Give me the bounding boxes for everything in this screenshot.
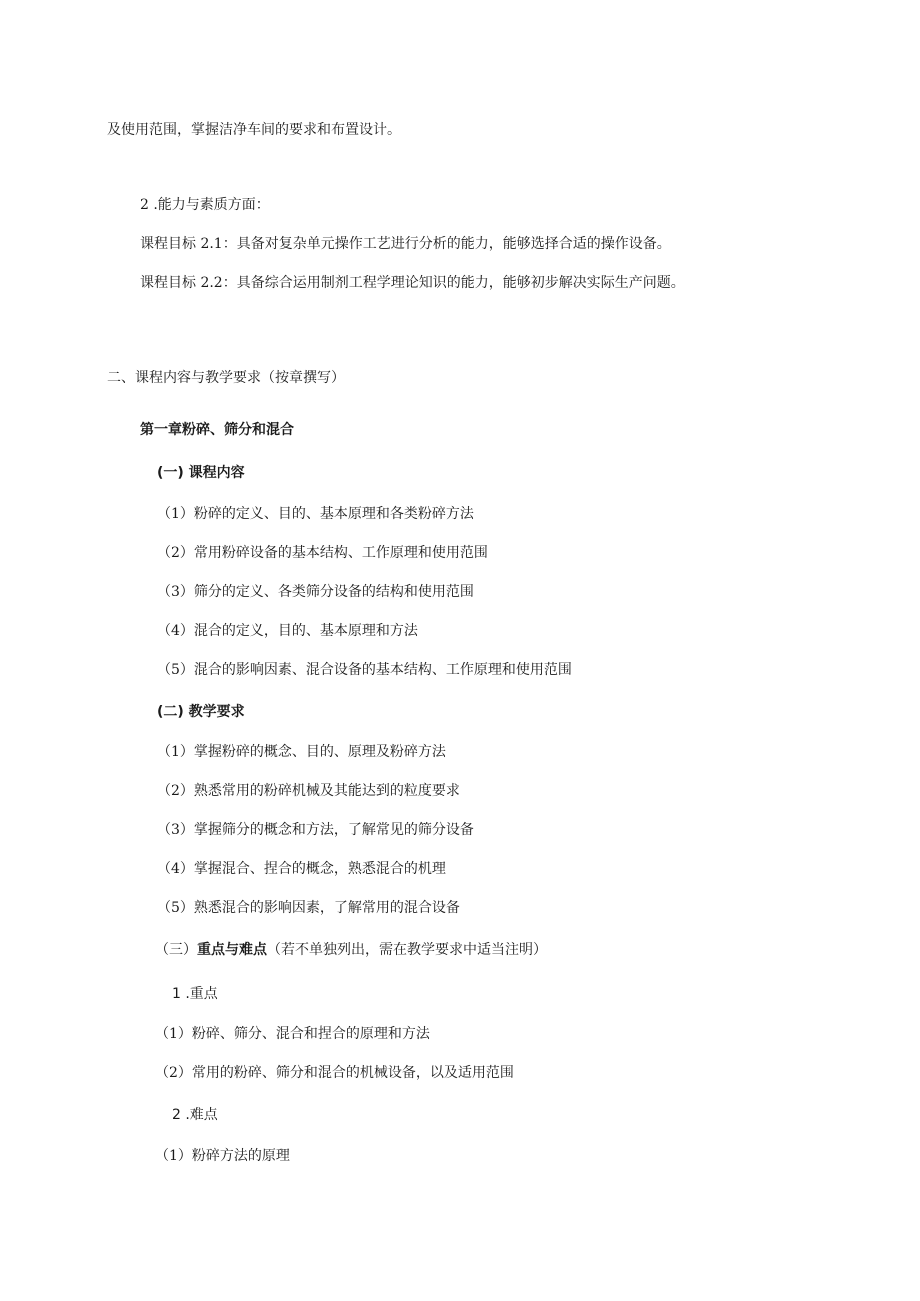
course-content-heading: (一) 课程内容 bbox=[157, 465, 245, 481]
intro-continuation: 及使用范围，掌握洁净车间的要求和布置设计。 bbox=[107, 122, 401, 138]
key-points-note: （若不单独列出，需在教学要求中适当注明） bbox=[267, 942, 547, 958]
difficulty-heading: 2 .难点 bbox=[172, 1107, 218, 1123]
chapter-1-title: 第一章粉碎、筛分和混合 bbox=[140, 422, 294, 438]
content-item-1: （1）粉碎的定义、目的、基本原理和各类粉碎方法 bbox=[157, 506, 474, 522]
requirement-item-5: （5）熟悉混合的影响因素，了解常用的混合设备 bbox=[157, 900, 460, 916]
key-points-prefix: （三） bbox=[155, 942, 197, 958]
ability-heading: 2 .能力与素质方面： bbox=[140, 197, 270, 213]
key-points-title: 重点与难点 bbox=[197, 942, 267, 958]
course-goal-2-2: 课程目标 2.2：具备综合运用制剂工程学理论知识的能力，能够初步解决实际生产问题。 bbox=[140, 275, 685, 291]
content-item-2: （2）常用粉碎设备的基本结构、工作原理和使用范围 bbox=[157, 545, 488, 561]
focus-item-2: （2）常用的粉碎、筛分和混合的机械设备，以及适用范围 bbox=[155, 1065, 514, 1081]
section-2-heading: 二、课程内容与教学要求（按章撰写） bbox=[107, 370, 345, 386]
content-item-5: （5）混合的影响因素、混合设备的基本结构、工作原理和使用范围 bbox=[157, 662, 572, 678]
requirement-item-2: （2）熟悉常用的粉碎机械及其能达到的粒度要求 bbox=[157, 783, 460, 799]
content-item-4: （4）混合的定义，目的、基本原理和方法 bbox=[157, 623, 418, 639]
key-points-heading bbox=[155, 940, 547, 960]
course-goal-2-1: 课程目标 2.1：具备对复杂单元操作工艺进行分析的能力，能够选择合适的操作设备。 bbox=[140, 236, 671, 252]
focus-item-1: （1）粉碎、筛分、混合和捏合的原理和方法 bbox=[155, 1026, 430, 1042]
requirement-item-3: （3）掌握筛分的概念和方法，了解常见的筛分设备 bbox=[157, 822, 474, 838]
teaching-requirements-heading: (二) 教学要求 bbox=[157, 704, 245, 720]
content-item-3: （3）筛分的定义、各类筛分设备的结构和使用范围 bbox=[157, 584, 474, 600]
requirement-item-1: （1）掌握粉碎的概念、目的、原理及粉碎方法 bbox=[157, 744, 446, 760]
difficulty-item-1: （1）粉碎方法的原理 bbox=[155, 1148, 290, 1164]
requirement-item-4: （4）掌握混合、捏合的概念，熟悉混合的机理 bbox=[157, 861, 446, 877]
focus-heading: 1 .重点 bbox=[172, 986, 218, 1002]
